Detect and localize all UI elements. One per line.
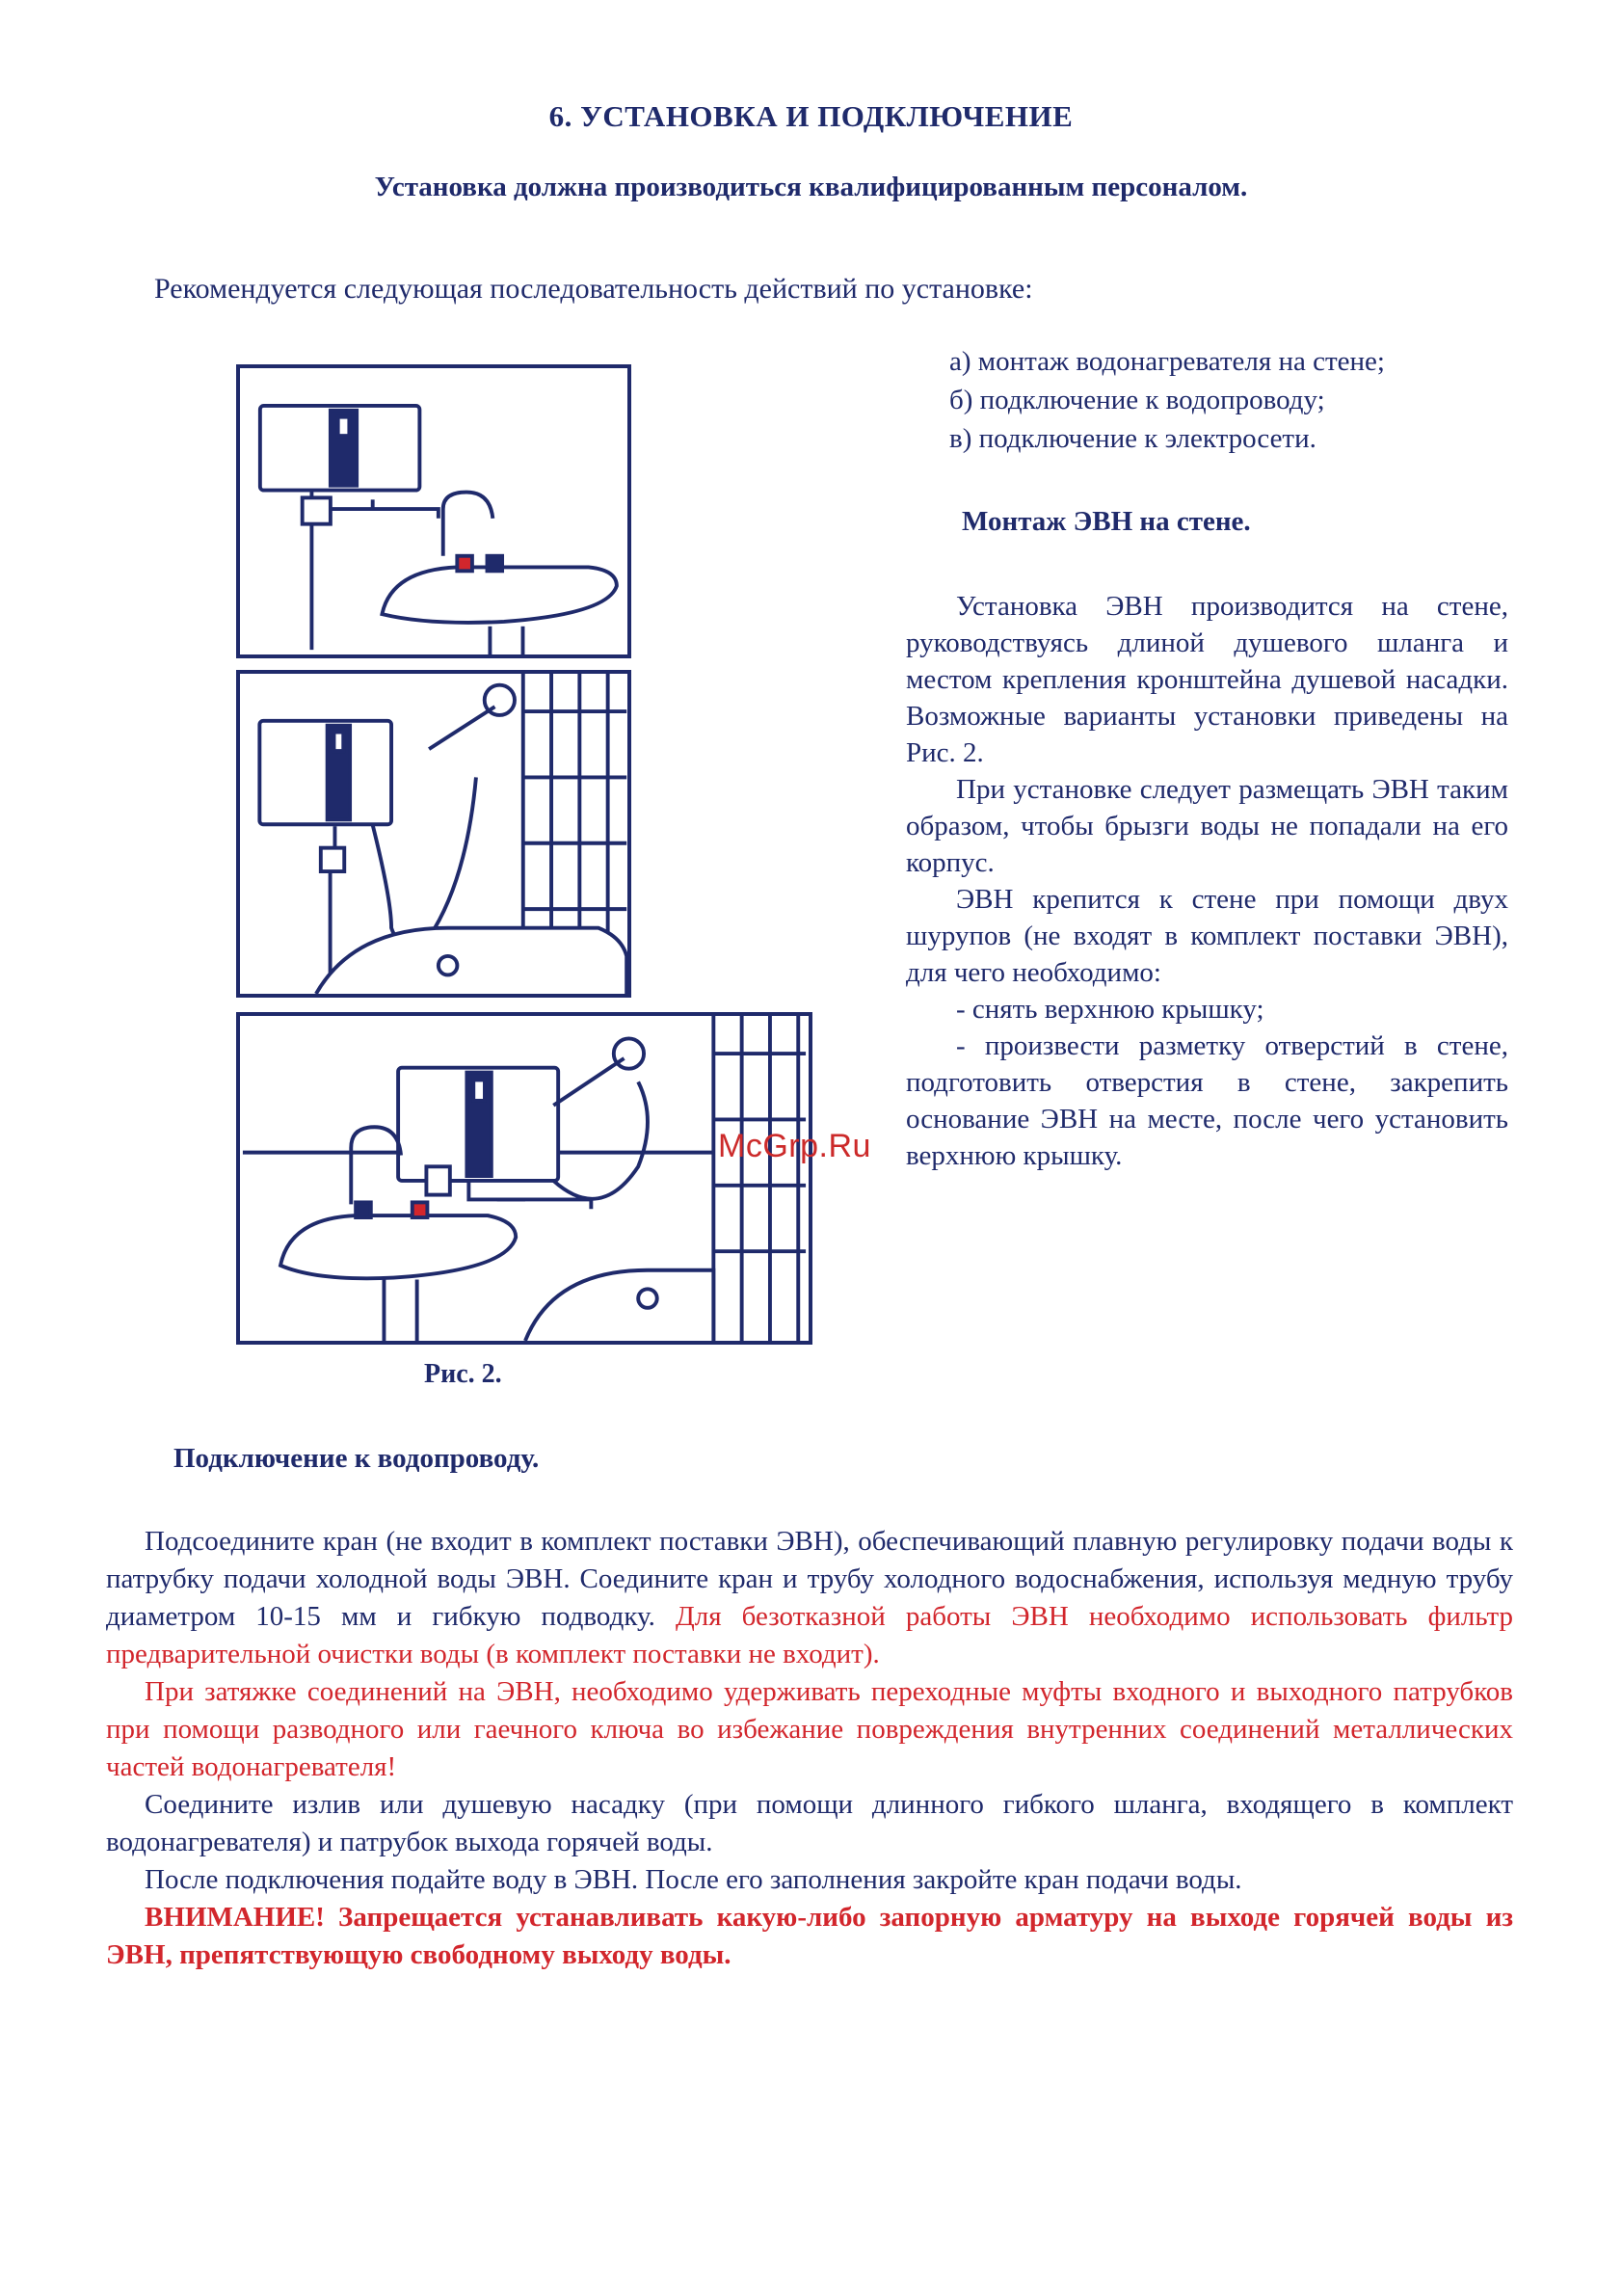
bath-installation-illustration — [240, 674, 627, 994]
figure-panel-sink — [236, 364, 631, 658]
intro-text: Рекомендуется следующая последовательность действий по установке: — [154, 273, 1033, 305]
mount-item-1: - снять верхнюю крышку; — [956, 994, 1264, 1025]
figure-panel-bath — [236, 670, 631, 998]
watermark: McGrp.Ru — [718, 1128, 871, 1164]
step-item: в) подключение к электросети. — [949, 423, 1316, 454]
water-filter-note: Для безотказной работы ЭВН необходимо использовать фильтр предварительной очистки воды (в комплект поставки не входит). — [106, 1601, 1514, 1669]
water-attention-warning: ВНИМАНИЕ! Запрещается устанавливать какую-либо запорную арматуру на выходе горячей воды из ЭВН, препятствующую свободному выходу воды. — [106, 1902, 1513, 1970]
mount-paragraph-3: ЭВН крепится к стене при помощи двух шурупов (не входят в комплект поставки ЭВН), для чего необходимо: — [906, 884, 1508, 988]
sink-installation-illustration — [240, 368, 627, 654]
step-item: а) монтаж водонагревателя на стене; — [949, 346, 1385, 377]
water-tightening-warning: При затяжке соединений на ЭВН, необходимо удерживать переходные муфты входного и выходного патрубков при помощи разводного или гаечного ключа во избежание повреждения внутренних соединений металлических частей водонагревателя! — [106, 1676, 1513, 1782]
page-title: 6. УСТАНОВКА И ПОДКЛЮЧЕНИЕ — [548, 99, 1074, 133]
mount-paragraph-1: Установка ЭВН производится на стене, руководствуясь длиной душевого шланга и местом крепления кронштейна душевой насадки. Возможные варианты установки приведены на Рис. 2. — [906, 591, 1508, 768]
mount-heading: Монтаж ЭВН на стене. — [962, 506, 1251, 537]
mount-paragraph-2: При установке следует размещать ЭВН таким образом, чтобы брызги воды не попадали на его корпус. — [906, 774, 1508, 878]
figure-panel-combined — [236, 1012, 812, 1345]
step-item: б) подключение к водопроводу; — [949, 385, 1325, 415]
mount-item-2: - произвести разметку отверстий в стене, подготовить отверстия в стене, закрепить основание ЭВН на месте, после чего установить верхнюю крышку. — [906, 1030, 1508, 1171]
water-paragraph-4: После подключения подайте воду в ЭВН. После его заполнения закройте кран подачи воды. — [145, 1864, 1242, 1895]
page-subtitle: Установка должна производиться квалифицированным персоналом. — [374, 172, 1248, 202]
combined-installation-illustration — [240, 1016, 809, 1341]
mount-text — [906, 588, 1508, 1174]
water-heading: Подключение к водопроводу. — [173, 1443, 540, 1474]
water-paragraph-1-main: Подсоедините кран (не входит в комплект поставки ЭВН), обеспечивающий плавную регулировку подачи воды к патрубку подачи холодной воды ЭВН. Соедините кран и трубу холодного водоснабжения, используя медную трубу диаметром 10-15 мм и гибкую подводку. — [106, 1526, 1513, 1632]
water-text — [106, 1523, 1513, 1974]
steps-list — [949, 342, 1385, 458]
figure-caption: Рис. 2. — [424, 1359, 502, 1389]
water-paragraph-1 — [106, 1523, 1513, 1673]
water-paragraph-3: Соедините излив или душевую насадку (при помощи длинного гибкого шланга, входящего в комплект водонагревателя) и патрубок выхода горячей воды. — [106, 1789, 1513, 1857]
